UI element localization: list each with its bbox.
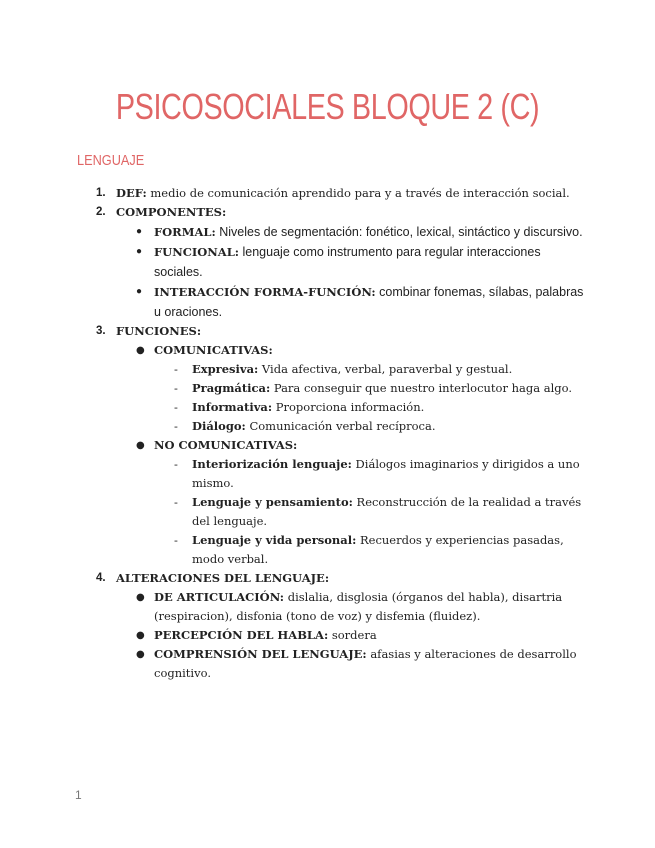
dash-item-informativa [0, 398, 586, 417]
bullet-icon: ● [136, 592, 145, 603]
list-number: 2. [96, 206, 106, 218]
list-item-componentes [0, 203, 655, 222]
bullet-item-percepcion [0, 626, 584, 645]
page-number: 1 [75, 788, 82, 802]
list-item-def [0, 184, 655, 203]
item-label: DEF: [116, 186, 147, 200]
item-text: Proporciona información. [272, 400, 425, 414]
document-title: PSICOSOCIALES BLOQUE 2 (C) [115, 86, 540, 127]
document-body [0, 184, 655, 683]
dash-icon: - [174, 381, 178, 395]
item-label: Expresiva: [192, 362, 259, 376]
dash-item-pragmatica [0, 379, 586, 398]
dash-icon: - [174, 419, 178, 433]
item-text: dislalia, disglosia (órganos del habla), disartria (respiracion), disfonia (tono de voz) y disfemia (fluidez). [154, 590, 563, 623]
item-label: FUNCIONAL: [154, 245, 240, 259]
item-label: Informativa: [192, 400, 273, 414]
item-text: lenguaje como instrumento para regular interacciones sociales. [154, 245, 541, 279]
dash-icon: - [174, 362, 178, 376]
bullet-icon: ● [136, 286, 143, 297]
dash-item-pensamiento [0, 493, 586, 531]
bullet-item-interaccion [0, 282, 584, 322]
dash-item-interiorizacion [0, 455, 586, 493]
bullet-item-funcional [0, 242, 584, 282]
bullet-icon: ● [136, 226, 143, 237]
bullet-item-comunicativas [0, 341, 584, 360]
bullet-item-formal [0, 222, 584, 242]
item-label: COMUNICATIVAS: [154, 343, 273, 357]
list-item-alteraciones [0, 569, 655, 588]
bullet-icon: ● [136, 649, 145, 660]
item-label: ALTERACIONES DEL LENGUAJE: [116, 571, 330, 585]
bullet-item-articulacion [0, 588, 584, 626]
bullet-item-no-comunicativas [0, 436, 584, 455]
bullet-icon: ● [136, 246, 143, 257]
list-number: 4. [96, 572, 106, 584]
dash-icon: - [174, 400, 178, 414]
item-label: PERCEPCIÓN DEL HABLA: [154, 628, 329, 642]
list-number: 1. [96, 187, 106, 199]
dash-icon: - [174, 457, 178, 471]
list-number: 3. [96, 325, 106, 337]
item-text: Diálogos imaginarios y dirigidos a uno mismo. [192, 457, 580, 490]
item-text: Vida afectiva, verbal, paraverbal y gestual. [258, 362, 513, 376]
item-text: Reconstrucción de la realidad a través del lenguaje. [192, 495, 582, 528]
bullet-icon: ● [136, 345, 145, 356]
item-label: Diálogo: [192, 419, 246, 433]
section-heading: LENGUAJE [77, 152, 145, 169]
item-text: medio de comunicación aprendido para y a través de interacción social. [146, 186, 570, 200]
item-text: Recuerdos y experiencias pasadas, modo verbal. [192, 533, 564, 566]
item-label: FORMAL: [154, 225, 216, 239]
item-label: Interiorización lenguaje: [192, 457, 352, 471]
item-text: Niveles de segmentación: fonético, lexical, sintáctico y discursivo. [215, 225, 583, 239]
item-label: COMPONENTES: [116, 205, 227, 219]
item-text: Comunicación verbal recíproca. [245, 419, 436, 433]
item-text: afasias y alteraciones de desarrollo cognitivo. [154, 647, 577, 680]
bullet-icon: ● [136, 440, 145, 451]
list-item-funciones [0, 322, 655, 341]
dash-item-expresiva [0, 360, 586, 379]
bullet-icon: ● [136, 630, 145, 641]
bullet-item-comprension [0, 645, 584, 683]
dash-icon: - [174, 533, 178, 547]
item-label: COMPRENSIÓN DEL LENGUAJE: [154, 647, 367, 661]
item-label: Pragmática: [192, 381, 271, 395]
dash-item-vida-personal [0, 531, 586, 569]
item-text: sordera [328, 628, 377, 642]
item-text: combinar fonemas, sílabas, palabras u oraciones. [154, 285, 584, 319]
item-label: Lenguaje y vida personal: [192, 533, 357, 547]
item-label: INTERACCIÓN FORMA-FUNCIÓN: [154, 285, 376, 299]
dash-icon: - [174, 495, 178, 509]
item-text: Para conseguir que nuestro interlocutor haga algo. [270, 381, 573, 395]
item-label: FUNCIONES: [116, 324, 202, 338]
dash-item-dialogo [0, 417, 586, 436]
item-label: DE ARTICULACIÓN: [154, 590, 285, 604]
item-label: Lenguaje y pensamiento: [192, 495, 353, 509]
item-label: NO COMUNICATIVAS: [154, 438, 298, 452]
